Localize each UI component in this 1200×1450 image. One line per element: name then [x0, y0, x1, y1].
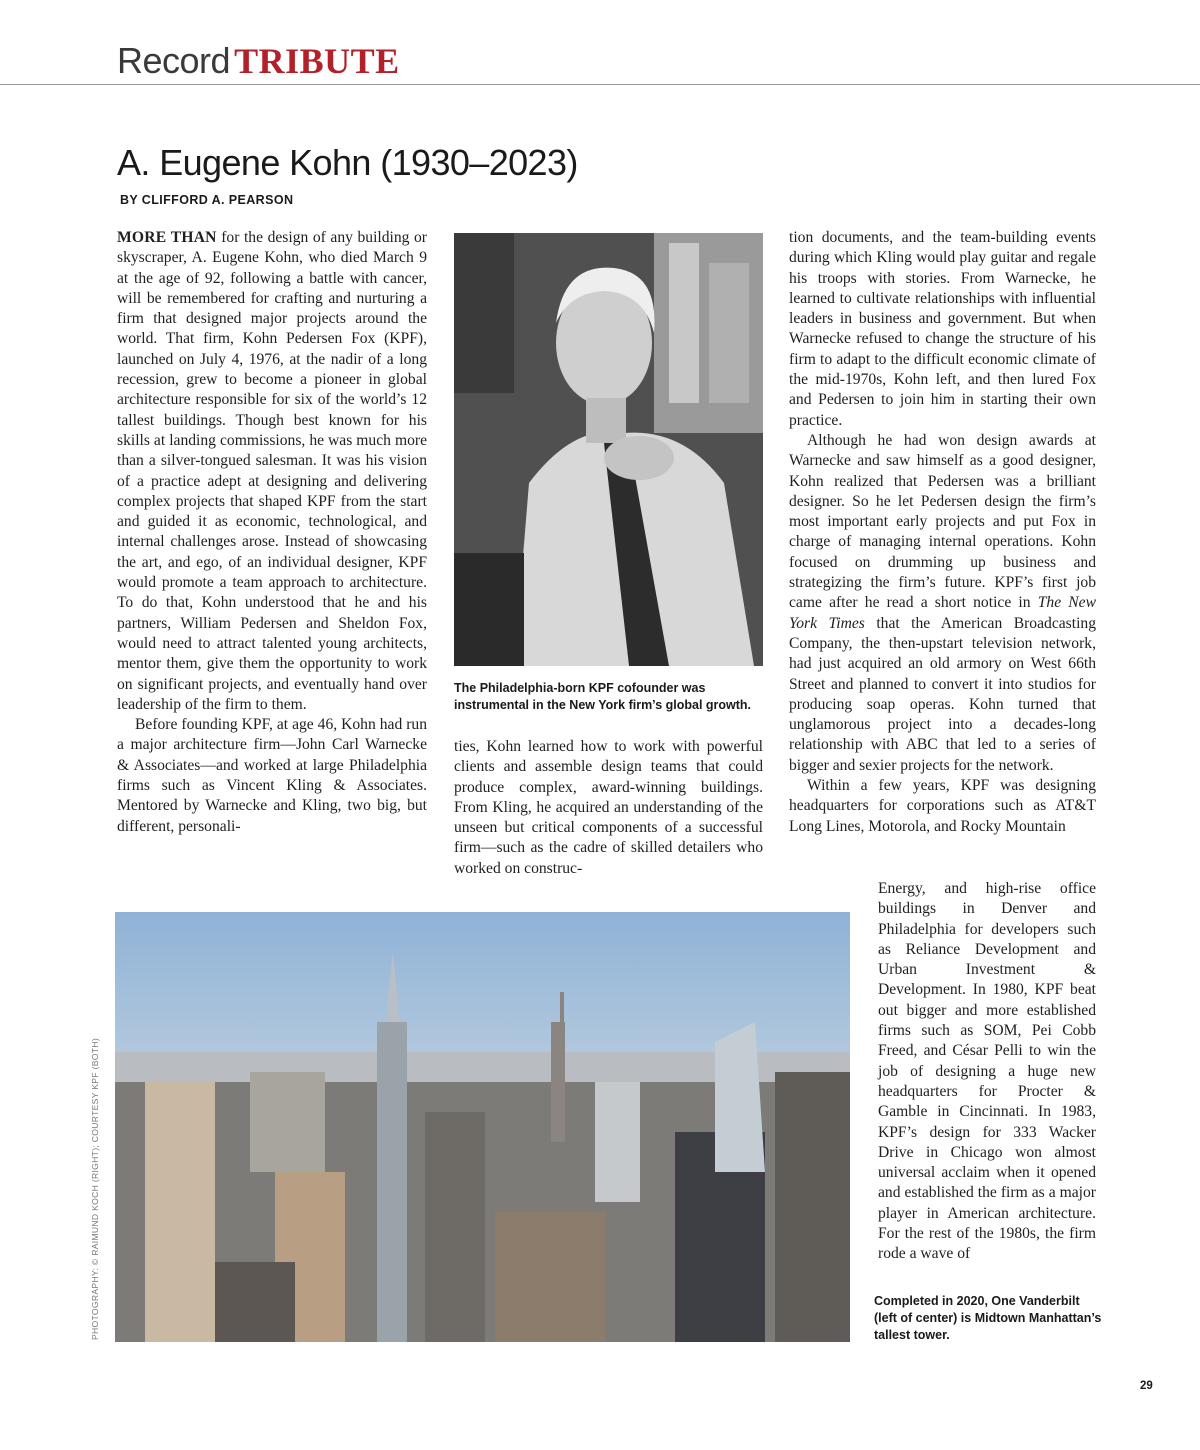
body-paragraph: Within a few years, KPF was designing headquarters for corporations such as AT&T Long Lines, Motorola, and Rocky Mountain: [789, 777, 1096, 835]
skyline-photo-image: [115, 912, 850, 1342]
paragraph-text: that the American Broadcasting Company, the then-upstart television network, had just acquired an old armory on West 66th Street and planned to convert it into studios for producing soap operas. Kohn turned that unglamorous project into a decades-long relationship with ABC that led to a series of bigger and sexier projects for the network.: [789, 614, 1096, 774]
photo-credit: PHOTOGRAPHY: © RAIMUND KOCH (RIGHT); COURTESY KPF (BOTH): [90, 1038, 100, 1340]
body-column-2: [454, 737, 763, 879]
body-column-3: [789, 228, 1096, 837]
body-paragraph: ties, Kohn learned how to work with powerful clients and assemble design teams that could produce complex, award-winning buildings. From Kling, he acquired an understanding of the unseen but critical components of a successful firm—such as the cadre of skilled detailers who worked on construc-: [454, 738, 763, 877]
body-column-3-continued: [878, 879, 1096, 1265]
skyline-caption: Completed in 2020, One Vanderbilt (left of center) is Midtown Manhattan’s tallest tower.: [874, 1294, 1102, 1342]
body-paragraph: tion documents, and the team-building events during which Kling would play guitar and regale his troops with stories. From Warnecke, he learned to cultivate relationships with influential leaders in business and government. But when Warnecke refused to change the structure of his firm to adapt to the difficult economic climate of the mid-1970s, Kohn left, and then lured Fox and Pedersen to join him in starting their own practice.: [789, 229, 1096, 429]
portrait-caption: The Philadelphia-born KPF cofounder was instrumental in the New York firm’s global growth.: [454, 681, 752, 712]
portrait-photo: [454, 233, 763, 666]
article-byline: BY CLIFFORD A. PEARSON: [120, 193, 294, 207]
body-paragraph: Energy, and high-rise office buildings in Denver and Philadelphia for developers such as Reliance Development and Urban Investment & Development. In 1980, KPF beat out bigger and more established firms such as SOM, Pei Cobb Freed, and César Pelli to win the job of designing a huge new headquarters for Procter & Gamble in Cincinnati. In 1983, KPF’s design for 333 Wacker Drive in Chicago won almost universal acclaim when it opened and established the firm as a major player in American architecture. For the rest of the 1980s, the firm rode a wave of: [878, 880, 1096, 1263]
paragraph-text: Although he had won design awards at Warnecke and saw himself as a good designer, Kohn realized that Pedersen was a brilliant designer. So he let Pedersen design the firm’s most important early projects and put Fox in charge of managing internal operations. Kohn focused on drumming up business and strategizing the firm’s future. KPF’s first job came after he read a short notice in: [789, 431, 1096, 612]
body-paragraph: [789, 431, 1096, 776]
body-column-1: [117, 228, 427, 837]
publication-title: The New York Times: [789, 594, 1097, 632]
paragraph-text: for the design of any building or skyscraper, A. Eugene Kohn, who died March 9 at the age of 92, following a battle with cancer, will be remembered for crafting and nurturing a firm that designed major projects around the world. That firm, Kohn Pedersen Fox (KPF), launched on July 4, 1976, at the nadir of a long recession, grew to become a pioneer in global architecture responsible for six of the world’s 12 tallest buildings. Though best known for his skills at landing commissions, he was much more than a silver-tongued salesman. It was his vision of a practice adept at designing and delivering complex projects that shaped KPF from the start and guided it as economic, technological, and internal challenges arose. Instead of showcasing the art, and ego, of an individual designer, KPF would promote a team approach to architecture. To do that, Kohn understood that he and his partners, William Pedersen and Sheldon Fox, would need to attract talented young architects, mentor them, give them the opportunity to work on significant projects, and eventually hand over leadership of the firm to them.: [117, 229, 428, 713]
article-headline: A. Eugene Kohn (1930–2023): [117, 142, 578, 183]
section-header: [117, 40, 400, 84]
body-paragraph: Before founding KPF, at age 46, Kohn had run a major architecture firm—John Carl Warnecke & Associates—and worked at large Philadelphia firms such as Vincent Kling & Associates. Mentored by Warnecke and Kling, two big, but different, personali-: [117, 716, 427, 835]
lead-in: MORE THAN: [117, 229, 217, 246]
page-number: 29: [1140, 1380, 1153, 1392]
portrait-photo-image: [454, 233, 763, 666]
header-rule: [0, 84, 1200, 85]
skyline-photo: [115, 912, 850, 1342]
section-label-record: Record: [117, 40, 231, 81]
body-paragraph: [117, 228, 427, 715]
section-label-tribute: TRIBUTE: [234, 41, 400, 81]
